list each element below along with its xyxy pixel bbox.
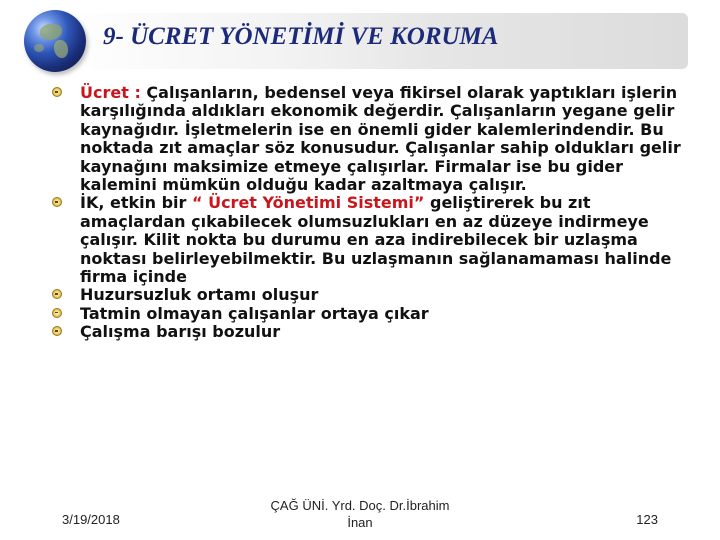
bullet-icon — [52, 326, 62, 336]
bullet-item-tatmin — [52, 305, 692, 323]
globe-icon — [24, 10, 86, 72]
term-ucret: Ücret : — [80, 83, 141, 102]
ik-text-post: geliştirerek bu zıt amaçlardan çıkabilecek olumsuzlukları en az düzeye indirmeye çalışır. Kilit nokta bu durumu en aza indirebilecek bir uzlaşma noktası belirleyebilmektir. Bu uzlaşmanın sağlanamaması halinde firma içinde — [80, 193, 672, 287]
bullet-text: Huzursuzluk ortamı oluşur — [80, 285, 319, 305]
bullet-icon — [52, 289, 62, 299]
slide-title: 9- ÜCRET YÖNETİMİ VE KORUMA — [103, 23, 499, 50]
footer-author-line2: İnan — [347, 515, 373, 530]
bullet-item-ik — [52, 194, 692, 286]
ucret-definition: Çalışanların, bedensel veya fikirsel olarak yaptıkları işlerin karşılığında aldıkları ekonomik değerdir. Çalışanların yegane gelir kaynağıdır. İşletmelerin ise en önemli gider kalemlerindendir. Bu noktada zıt amaçlar söz konusudur. Çalışanlar sahip oldukları gelir kaynağını maksimize etmeye çalışırlar. Firmalar ise bu gider kalemini mümkün olduğu kadar azaltmaya çalışır. — [80, 83, 681, 195]
footer-date: 3/19/2018 — [62, 512, 120, 527]
ucret-yonetimi-highlight: “ Ücret Yönetimi Sistemi” — [191, 193, 425, 213]
footer-author — [250, 497, 470, 531]
ik-text-pre: İK, etkin bir — [80, 193, 192, 213]
bullet-icon — [52, 308, 62, 318]
bullet-text: Çalışma barışı bozulur — [80, 322, 281, 342]
bullet-text: Tatmin olmayan çalışanlar ortaya çıkar — [80, 303, 429, 323]
footer-author-line1: ÇAĞ ÜNİ. Yrd. Doç. Dr.İbrahim — [270, 498, 450, 513]
bullet-icon — [52, 87, 62, 97]
bullet-icon — [52, 197, 62, 207]
page-number: 123 — [636, 512, 658, 527]
bullet-list — [52, 84, 692, 342]
bullet-item-ucret — [52, 84, 692, 194]
bullet-item-huzursuzluk — [52, 286, 692, 304]
bullet-item-baris — [52, 323, 692, 341]
